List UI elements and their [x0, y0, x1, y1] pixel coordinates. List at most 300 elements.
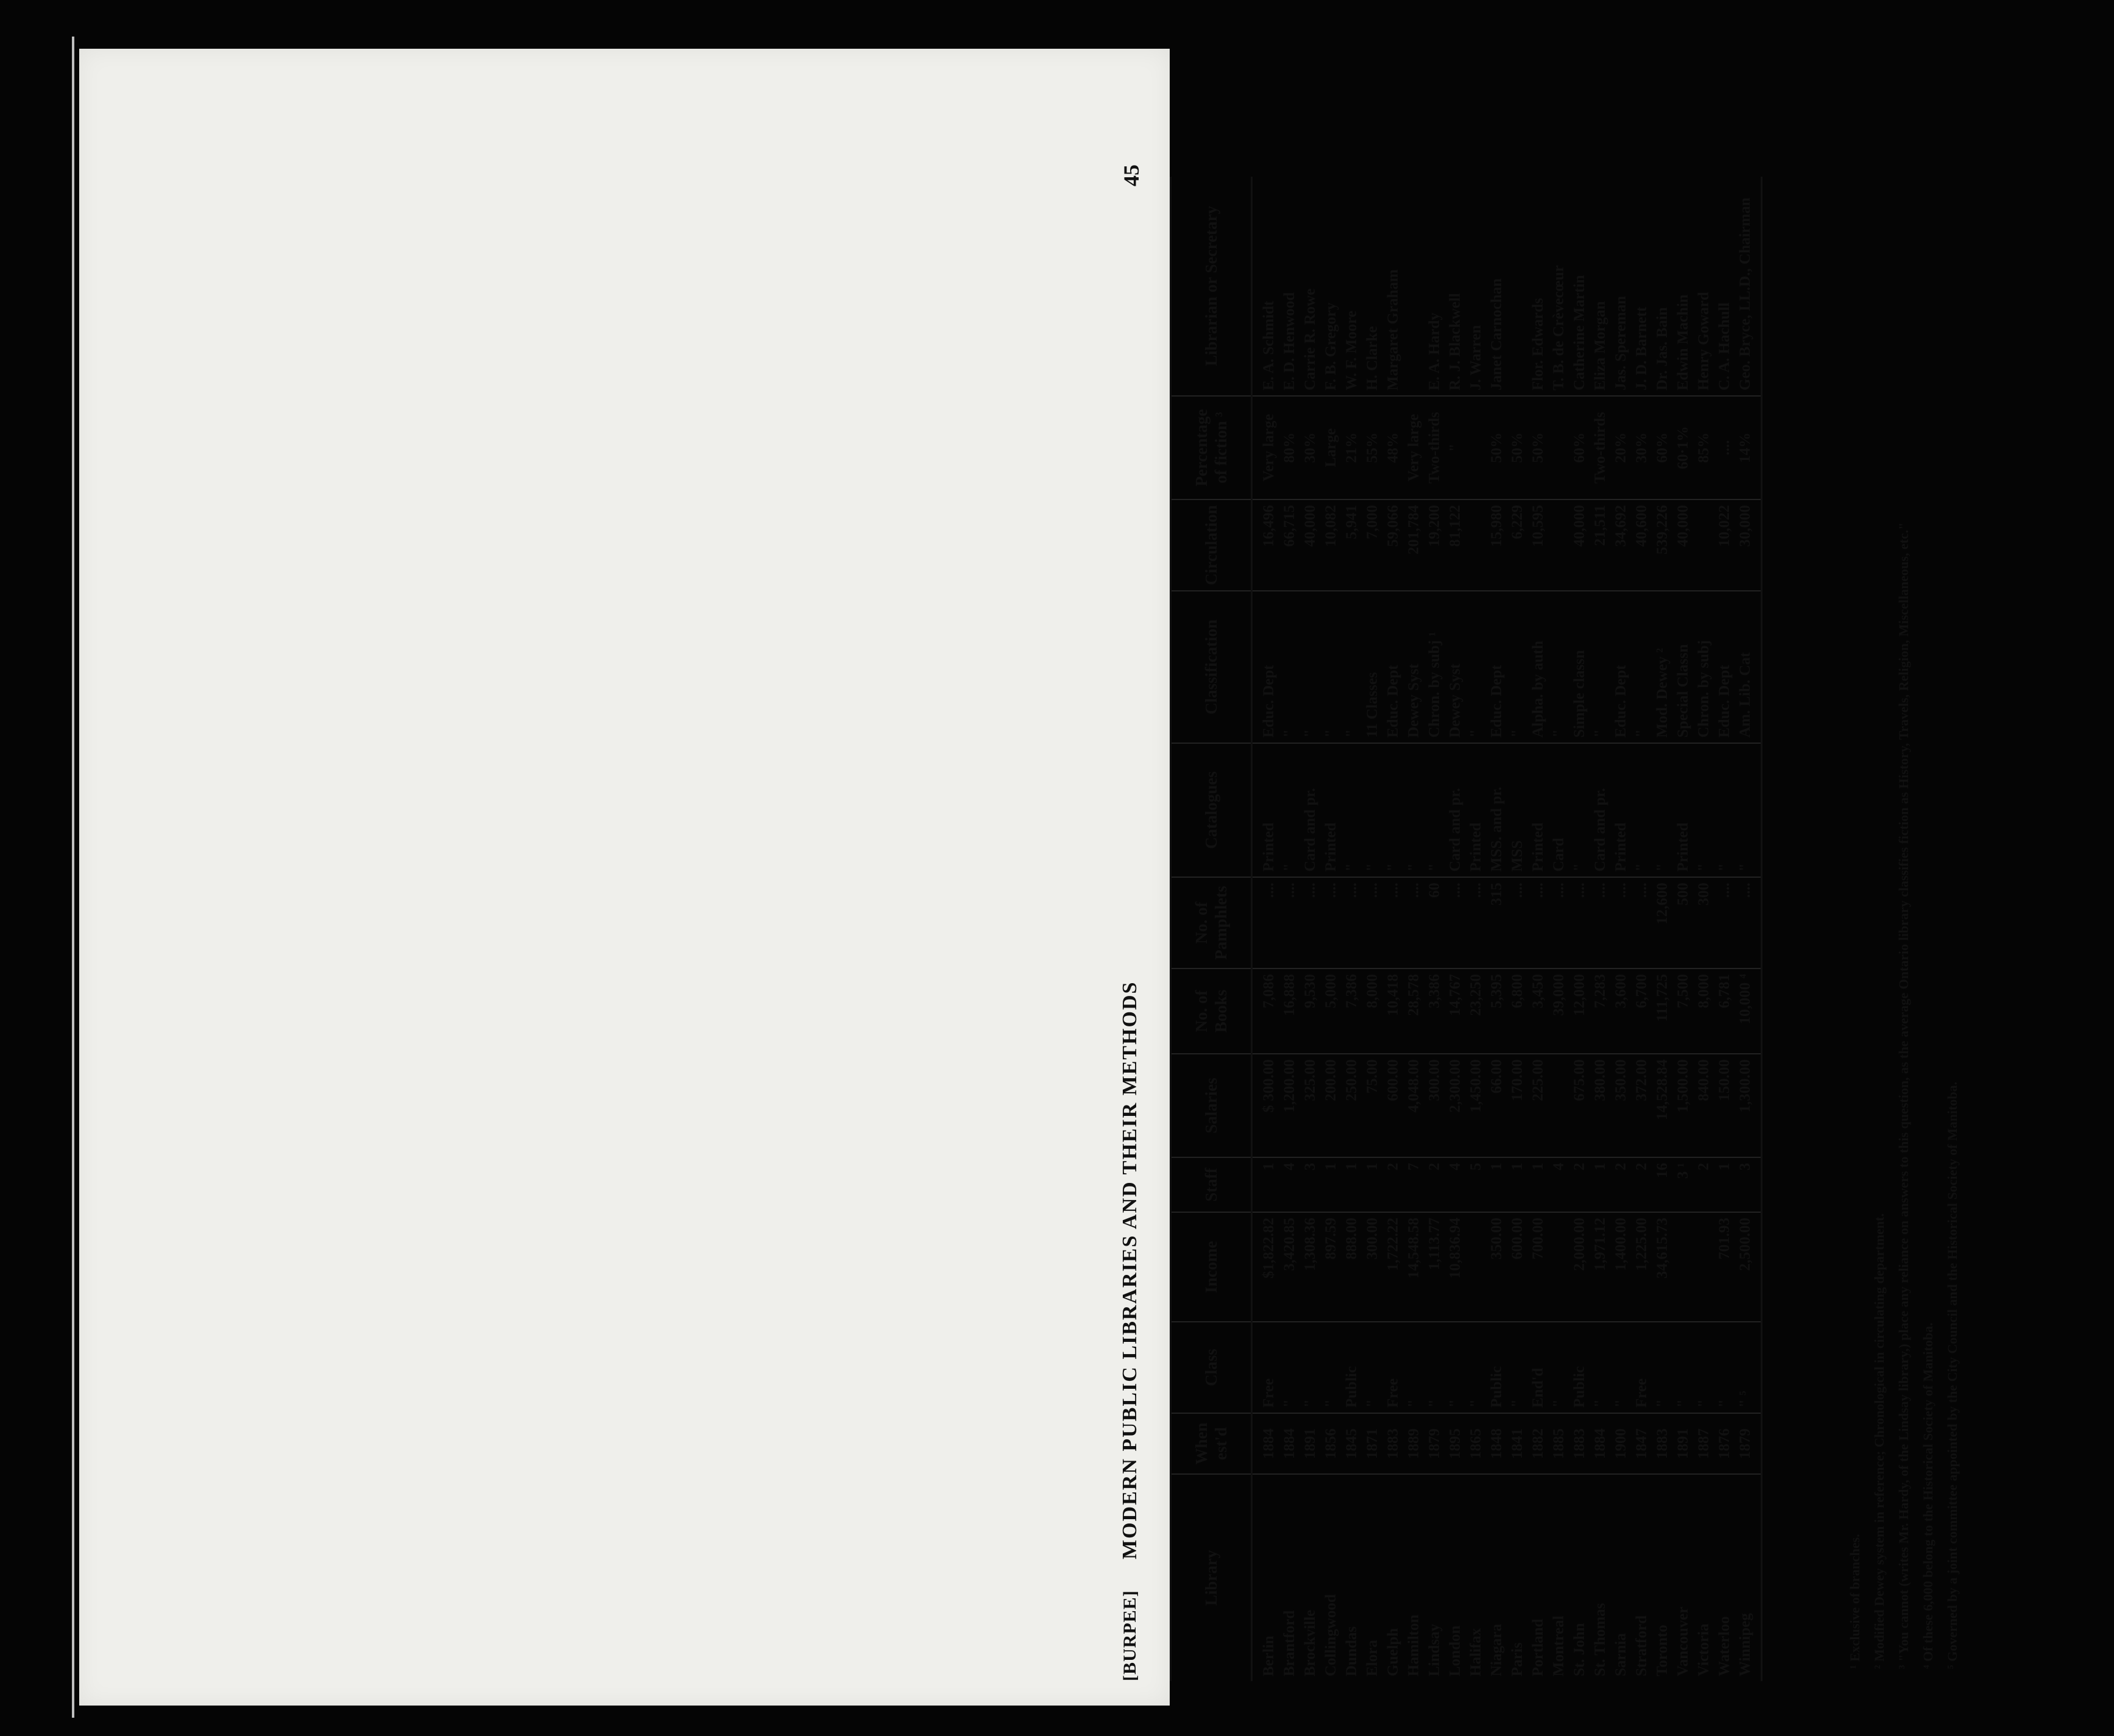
- table-cell: [1549, 396, 1569, 499]
- table-cell: Card and pr.: [1445, 743, 1466, 877]
- table-cell: Halifax: [1468, 1628, 1484, 1676]
- footnote: ¹ Exclusive of branches.: [1847, 1534, 1862, 1669]
- table-cell: ": [1445, 396, 1466, 499]
- table-cell: 1841: [1507, 1413, 1528, 1474]
- table-cell: 40,600: [1631, 499, 1652, 591]
- table-cell: " ⁵: [1735, 1322, 1762, 1413]
- table-cell: ": [1673, 1322, 1694, 1413]
- rotated-content: [1115, 122, 2114, 1706]
- table-cell: 66.00: [1487, 1054, 1507, 1157]
- table-cell: 380.00: [1590, 1054, 1611, 1157]
- table-cell: ": [1611, 1322, 1631, 1413]
- table-cell: Card and pr.: [1300, 743, 1321, 877]
- table-cell: ....: [1404, 877, 1424, 969]
- table-cell: 1856: [1321, 1413, 1342, 1474]
- table-cell: Dundas: [1343, 1626, 1360, 1676]
- table-cell: 1871: [1362, 1413, 1383, 1474]
- table-cell: ": [1404, 743, 1424, 877]
- table-cell: 60%: [1652, 396, 1673, 499]
- table-cell: 50%: [1487, 396, 1507, 499]
- table-cell: J. Warren: [1466, 177, 1487, 396]
- table-cell: 7,386: [1342, 969, 1362, 1054]
- column-header: When est'd: [1171, 1413, 1252, 1474]
- table-cell: Am. Lib. Cat: [1735, 591, 1762, 743]
- table-cell: 600.00: [1383, 1054, 1404, 1157]
- table-cell: ": [1631, 743, 1652, 877]
- table-cell: 1: [1714, 1157, 1735, 1212]
- table-cell: [1404, 177, 1424, 396]
- table-cell: 1885: [1549, 1413, 1569, 1474]
- table-cell: ....: [1342, 877, 1362, 969]
- table-cell: 6,229: [1507, 499, 1528, 591]
- table-cell: 1884: [1590, 1413, 1611, 1474]
- table-cell: 2: [1383, 1157, 1404, 1212]
- table-cell: ": [1279, 743, 1300, 877]
- table-cell: ": [1404, 1322, 1424, 1413]
- libraries-table: [1170, 177, 1762, 1681]
- table-cell: ....: [1714, 396, 1735, 499]
- table-cell: 6,700: [1631, 969, 1652, 1054]
- table-cell: 60%: [1569, 396, 1590, 499]
- table-cell: ....: [1466, 877, 1487, 969]
- table-cell: Printed: [1673, 743, 1694, 877]
- author-tag: [BURPEE]: [1120, 1590, 1140, 1681]
- table-cell: Printed: [1252, 743, 1280, 877]
- table-cell: R. J. Blackwell: [1445, 177, 1466, 396]
- table-cell: 59,066: [1383, 499, 1404, 591]
- table-cell: 170.00: [1507, 1054, 1528, 1157]
- table-cell: 34,692: [1611, 499, 1631, 591]
- table-cell: ": [1279, 1322, 1300, 1413]
- table-cell: 1887: [1694, 1413, 1714, 1474]
- table-row: [1528, 177, 1549, 1681]
- table-cell: 80%: [1279, 396, 1300, 499]
- table-cell: ....: [1321, 877, 1342, 969]
- table-cell: Lindsay: [1426, 1623, 1443, 1676]
- table-cell: 4: [1279, 1157, 1300, 1212]
- table-cell: ....: [1445, 877, 1466, 969]
- column-header: Salaries: [1171, 1054, 1252, 1157]
- table-row: [1652, 177, 1673, 1681]
- table-row: [1342, 177, 1362, 1681]
- page-title: MODERN PUBLIC LIBRARIES AND THEIR METHODS: [1119, 981, 1141, 1559]
- column-header: Percentage of fiction ³: [1171, 396, 1252, 499]
- table-cell: St. John: [1571, 1623, 1588, 1676]
- table-cell: 3 ¹: [1673, 1157, 1694, 1212]
- table-cell: 1900: [1611, 1413, 1631, 1474]
- column-header: No. of Pamphlets: [1171, 877, 1252, 969]
- table-cell: 300.00: [1424, 1054, 1445, 1157]
- table-cell: Two-thirds: [1590, 396, 1611, 499]
- table-cell: 1: [1362, 1157, 1383, 1212]
- table-body: [1252, 177, 1762, 1681]
- table-cell: 600.00: [1507, 1212, 1528, 1322]
- table-cell: 10,418: [1383, 969, 1404, 1054]
- table-cell: 250.00: [1342, 1054, 1362, 1157]
- table-cell: W. F. Moore: [1342, 177, 1362, 396]
- column-header: Circulation: [1171, 499, 1252, 591]
- table-cell: Chron. by subj ¹: [1424, 591, 1445, 743]
- footnote: ⁴ Of these 6,000 belong to the Historical Society of Manitoba.: [1920, 1322, 1935, 1669]
- table-cell: Dewey Syst: [1445, 591, 1466, 743]
- table-cell: 10,022: [1714, 499, 1735, 591]
- table-cell: 325.00: [1300, 1054, 1321, 1157]
- table-cell: ....: [1611, 877, 1631, 969]
- table-cell: ": [1694, 1322, 1714, 1413]
- table-cell: Free: [1252, 1322, 1280, 1413]
- table-row: [1549, 177, 1569, 1681]
- table-cell: Very large: [1252, 396, 1280, 499]
- table-cell: 4,048.00: [1404, 1054, 1424, 1157]
- table-cell: ....: [1549, 877, 1569, 969]
- table-cell: Hamilton: [1405, 1614, 1422, 1676]
- table-cell: [1549, 499, 1569, 591]
- table-cell: ": [1300, 1322, 1321, 1413]
- table-cell: 39,000: [1549, 969, 1569, 1054]
- table-row: [1631, 177, 1652, 1681]
- table-cell: St. Thomas: [1592, 1603, 1608, 1676]
- table-row: [1487, 177, 1507, 1681]
- table-cell: Large: [1321, 396, 1342, 499]
- table-cell: 2: [1569, 1157, 1590, 1212]
- table-cell: Montreal: [1550, 1615, 1567, 1676]
- table-cell: Sarnia: [1613, 1633, 1629, 1676]
- table-cell: 50%: [1507, 396, 1528, 499]
- table-cell: 1,400.00: [1611, 1212, 1631, 1322]
- table-cell: ....: [1300, 877, 1321, 969]
- table-cell: 2,500.00: [1735, 1212, 1762, 1322]
- table-cell: Educ. Dept: [1383, 591, 1404, 743]
- table-cell: 1879: [1424, 1413, 1445, 1474]
- table-cell: [1694, 1212, 1714, 1322]
- table-cell: 1: [1252, 1157, 1280, 1212]
- table-cell: London: [1447, 1625, 1463, 1676]
- table-cell: Victoria: [1695, 1623, 1712, 1676]
- table-cell: Printed: [1466, 743, 1487, 877]
- table-cell: 888.00: [1342, 1212, 1362, 1322]
- table-cell: Eliza Morgan: [1590, 177, 1611, 396]
- column-header: Staff: [1171, 1157, 1252, 1212]
- table-cell: Mod. Dewey ²: [1652, 591, 1673, 743]
- table-cell: 66,715: [1279, 499, 1300, 591]
- table-cell: 48%: [1383, 396, 1404, 499]
- table-cell: 23,250: [1466, 969, 1487, 1054]
- table-cell: ": [1383, 743, 1404, 877]
- table-cell: ": [1279, 591, 1300, 743]
- table-cell: 15,980: [1487, 499, 1507, 591]
- table-cell: Alpha. by auth: [1528, 591, 1549, 743]
- table-cell: ": [1631, 591, 1652, 743]
- table-cell: ....: [1507, 877, 1528, 969]
- table-cell: ": [1507, 591, 1528, 743]
- scan-edge-line: [72, 37, 74, 1718]
- table-row: [1404, 177, 1424, 1681]
- table-row: [1362, 177, 1383, 1681]
- table-cell: ": [1362, 743, 1383, 877]
- table-cell: 1: [1590, 1157, 1611, 1212]
- table-cell: 40,000: [1300, 499, 1321, 591]
- table-cell: 3,386: [1424, 969, 1445, 1054]
- table-cell: 1884: [1279, 1413, 1300, 1474]
- table-row: [1694, 177, 1714, 1681]
- table-cell: ": [1714, 743, 1735, 877]
- table-cell: 1,200.00: [1279, 1054, 1300, 1157]
- table-cell: $1,822.82: [1252, 1212, 1280, 1322]
- table-cell: 28,578: [1404, 969, 1424, 1054]
- table-cell: 8,000: [1362, 969, 1383, 1054]
- table-cell: J. D. Barnett: [1631, 177, 1652, 396]
- table-header-row: [1171, 177, 1252, 1681]
- footnote: ² Modified Dewey system in reference; Chronological in circulating department.: [1872, 1213, 1887, 1669]
- footnote: ³ "You cannot (writes Mr. Hardy, of the Lindsay library,) place any reliance on answers to this question, as the average Ontario library classifies fiction as History, Travels, Religion, Miscellaneous, etc.": [1896, 522, 1911, 1669]
- table-cell: ....: [1528, 877, 1549, 969]
- table-cell: ": [1300, 591, 1321, 743]
- table-cell: 11 Classes: [1362, 591, 1383, 743]
- table-cell: Waterloo: [1716, 1616, 1733, 1676]
- table-cell: 1845: [1342, 1413, 1362, 1474]
- table-cell: 7,086: [1252, 969, 1280, 1054]
- table-cell: [1549, 1212, 1569, 1322]
- table-cell: Henry Goward: [1694, 177, 1714, 396]
- table-cell: Printed: [1611, 743, 1631, 877]
- column-header: Library: [1171, 1474, 1252, 1681]
- table-cell: Card: [1549, 743, 1569, 877]
- table-cell: Two-thirds: [1424, 396, 1445, 499]
- table-cell: 10,082: [1321, 499, 1342, 591]
- table-cell: ": [1362, 1322, 1383, 1413]
- table-cell: 1865: [1466, 1413, 1487, 1474]
- table-cell: 1879: [1735, 1413, 1762, 1474]
- table-cell: Elora: [1364, 1640, 1380, 1676]
- table-row: [1611, 177, 1631, 1681]
- table-row: [1279, 177, 1300, 1681]
- table-row: [1383, 177, 1404, 1681]
- table-cell: 16: [1652, 1157, 1673, 1212]
- table-row: [1735, 177, 1762, 1681]
- table-cell: [1673, 1212, 1694, 1322]
- table-cell: ....: [1279, 877, 1300, 969]
- table-cell: E. A. Schmidt: [1252, 177, 1280, 396]
- table-cell: ....: [1383, 877, 1404, 969]
- table-cell: Free: [1631, 1322, 1652, 1413]
- table-cell: 1: [1321, 1157, 1342, 1212]
- table-cell: 2: [1424, 1157, 1445, 1212]
- table-cell: 7,283: [1590, 969, 1611, 1054]
- table-cell: 1847: [1631, 1413, 1652, 1474]
- table-cell: 2: [1611, 1157, 1631, 1212]
- table-cell: 8,000: [1694, 969, 1714, 1054]
- table-cell: Educ. Dept: [1611, 591, 1631, 743]
- table-cell: 40,000: [1673, 499, 1694, 591]
- table-cell: 21%: [1342, 396, 1362, 499]
- table-cell: ": [1321, 1322, 1342, 1413]
- table-cell: 675.00: [1569, 1054, 1590, 1157]
- table-cell: C. A. Hachull: [1714, 177, 1735, 396]
- table-cell: ": [1424, 1322, 1445, 1413]
- table-cell: Margaret Graham: [1383, 177, 1404, 396]
- table-cell: Very large: [1404, 396, 1424, 499]
- table-cell: ": [1590, 1322, 1611, 1413]
- table-cell: 1: [1528, 1157, 1549, 1212]
- table-cell: 1884: [1252, 1413, 1280, 1474]
- table-cell: [1549, 1054, 1569, 1157]
- table-cell: ": [1466, 1322, 1487, 1413]
- table-cell: ": [1321, 591, 1342, 743]
- table-cell: [1466, 396, 1487, 499]
- table-cell: 40,000: [1569, 499, 1590, 591]
- table-row: [1466, 177, 1487, 1681]
- table-cell: 16,496: [1252, 499, 1280, 591]
- table-cell: ....: [1362, 877, 1383, 969]
- table-cell: Brockville: [1302, 1609, 1318, 1676]
- table-row: [1300, 177, 1321, 1681]
- table-cell: 14,528.84: [1652, 1054, 1673, 1157]
- table-cell: 30%: [1631, 396, 1652, 499]
- table-cell: 3,420.85: [1279, 1212, 1300, 1322]
- table-cell: Educ. Dept: [1714, 591, 1735, 743]
- table-cell: 1895: [1445, 1413, 1466, 1474]
- table-cell: Guelph: [1385, 1628, 1401, 1676]
- table-cell: Brantford: [1281, 1610, 1298, 1676]
- table-cell: 3,450: [1528, 969, 1549, 1054]
- table-cell: 350.00: [1611, 1054, 1631, 1157]
- table-cell: 5,941: [1342, 499, 1362, 591]
- table-cell: $ 300.00: [1252, 1054, 1280, 1157]
- table-cell: ": [1694, 743, 1714, 877]
- table-row: [1321, 177, 1342, 1681]
- table-cell: Catherine Martin: [1569, 177, 1590, 396]
- table-cell: 200.00: [1321, 1054, 1342, 1157]
- table-cell: 350.00: [1487, 1212, 1507, 1322]
- table-cell: 701.93: [1714, 1212, 1735, 1322]
- table-cell: E. A. Hardy: [1424, 177, 1445, 396]
- document-page: [79, 49, 1960, 1706]
- table-cell: ": [1652, 743, 1673, 877]
- table-cell: Stratford: [1633, 1615, 1650, 1676]
- table-cell: 300.00: [1362, 1212, 1383, 1322]
- table-cell: ": [1342, 591, 1362, 743]
- table-cell: 75.00: [1362, 1054, 1383, 1157]
- table-cell: 2: [1694, 1157, 1714, 1212]
- table-cell: 1889: [1404, 1413, 1424, 1474]
- table-cell: 840.00: [1694, 1054, 1714, 1157]
- table-cell: 2: [1631, 1157, 1652, 1212]
- table-cell: Educ. Dept: [1252, 591, 1280, 743]
- table-cell: 1,113.77: [1424, 1212, 1445, 1322]
- table-cell: ....: [1569, 877, 1590, 969]
- table-cell: Simple classn: [1569, 591, 1590, 743]
- table-cell: 60·1%: [1673, 396, 1694, 499]
- table-cell: Toronto: [1654, 1625, 1670, 1676]
- table-cell: 7,000: [1362, 499, 1383, 591]
- table-cell: Portland: [1530, 1618, 1546, 1676]
- table-cell: 10,595: [1528, 499, 1549, 591]
- table-cell: 1,500.00: [1673, 1054, 1694, 1157]
- column-header: Class: [1171, 1322, 1252, 1413]
- table-cell: 14%: [1735, 396, 1762, 499]
- table-cell: End'd: [1528, 1322, 1549, 1413]
- table-cell: 6,800: [1507, 969, 1528, 1054]
- table-cell: 1883: [1652, 1413, 1673, 1474]
- column-header: Librarian or Secretary: [1171, 177, 1252, 396]
- table-cell: 60: [1424, 877, 1445, 969]
- table-cell: ": [1342, 743, 1362, 877]
- table-cell: 3: [1300, 1157, 1321, 1212]
- column-header: Catalogues: [1171, 743, 1252, 877]
- table-cell: Dr. Jas. Bain: [1652, 177, 1673, 396]
- table-cell: 14,548.58: [1404, 1212, 1424, 1322]
- table-cell: 1: [1487, 1157, 1507, 1212]
- table-cell: 4: [1445, 1157, 1466, 1212]
- table-cell: H. Clarke: [1362, 177, 1383, 396]
- table-cell: [1466, 1212, 1487, 1322]
- table-row: [1424, 177, 1445, 1681]
- column-header: Income: [1171, 1212, 1252, 1322]
- table-cell: Carrie R. Rowe: [1300, 177, 1321, 396]
- table-cell: 1876: [1714, 1413, 1735, 1474]
- table-cell: 30%: [1300, 396, 1321, 499]
- table-cell: ....: [1631, 877, 1652, 969]
- table-cell: 2,000.00: [1569, 1212, 1590, 1322]
- table-cell: 2,300.00: [1445, 1054, 1466, 1157]
- table-cell: 3: [1735, 1157, 1762, 1212]
- table-cell: ": [1466, 591, 1487, 743]
- column-header: No. of Books: [1171, 969, 1252, 1054]
- table-cell: ": [1507, 1322, 1528, 1413]
- table-cell: Educ. Dept: [1487, 591, 1507, 743]
- table-cell: 1882: [1528, 1413, 1549, 1474]
- table-cell: 12,000: [1569, 969, 1590, 1054]
- table-cell: Winnipeg: [1735, 1474, 1762, 1681]
- table-cell: ....: [1735, 877, 1762, 969]
- table-cell: 20%: [1611, 396, 1631, 499]
- table-cell: ": [1549, 591, 1569, 743]
- table-row: [1507, 177, 1528, 1681]
- table-cell: 12,600: [1652, 877, 1673, 969]
- table-cell: 315: [1487, 877, 1507, 969]
- table-cell: 1883: [1569, 1413, 1590, 1474]
- table-cell: 1,225.00: [1631, 1212, 1652, 1322]
- table-cell: Free: [1383, 1322, 1404, 1413]
- table-cell: [1466, 499, 1487, 591]
- table-cell: T. B. de Crèvecœur: [1549, 177, 1569, 396]
- table-cell: Niagara: [1488, 1623, 1505, 1676]
- table-cell: 9,530: [1300, 969, 1321, 1054]
- table-cell: 897.59: [1321, 1212, 1342, 1322]
- table-cell: 500: [1673, 877, 1694, 969]
- table-row: [1569, 177, 1590, 1681]
- table-cell: Printed: [1528, 743, 1549, 877]
- table-cell: 539,226: [1652, 499, 1673, 591]
- column-header: Classification: [1171, 591, 1252, 743]
- table-cell: 4: [1549, 1157, 1569, 1212]
- table-cell: ": [1424, 743, 1445, 877]
- table-cell: ....: [1714, 877, 1735, 969]
- table-cell: 10,000 ⁴: [1735, 969, 1762, 1054]
- table-cell: Paris: [1509, 1642, 1525, 1676]
- table-cell: 7: [1404, 1157, 1424, 1212]
- table-cell: 50%: [1528, 396, 1549, 499]
- table-cell: 7,500: [1673, 969, 1694, 1054]
- table-cell: Geo. Bryce, LL.D., Chairman: [1735, 177, 1762, 396]
- table-cell: 14,767: [1445, 969, 1466, 1054]
- table-cell: 21,511: [1590, 499, 1611, 591]
- page-number: 45: [1119, 164, 1144, 186]
- footnote: ⁵ Governed by a joint committee appointed by the City Council and the Historical Society of Manitoba.: [1945, 1081, 1960, 1669]
- table-cell: Flor. Edwards: [1528, 177, 1549, 396]
- table-cell: 1,450.00: [1466, 1054, 1487, 1157]
- table-cell: Vancouver: [1675, 1606, 1691, 1676]
